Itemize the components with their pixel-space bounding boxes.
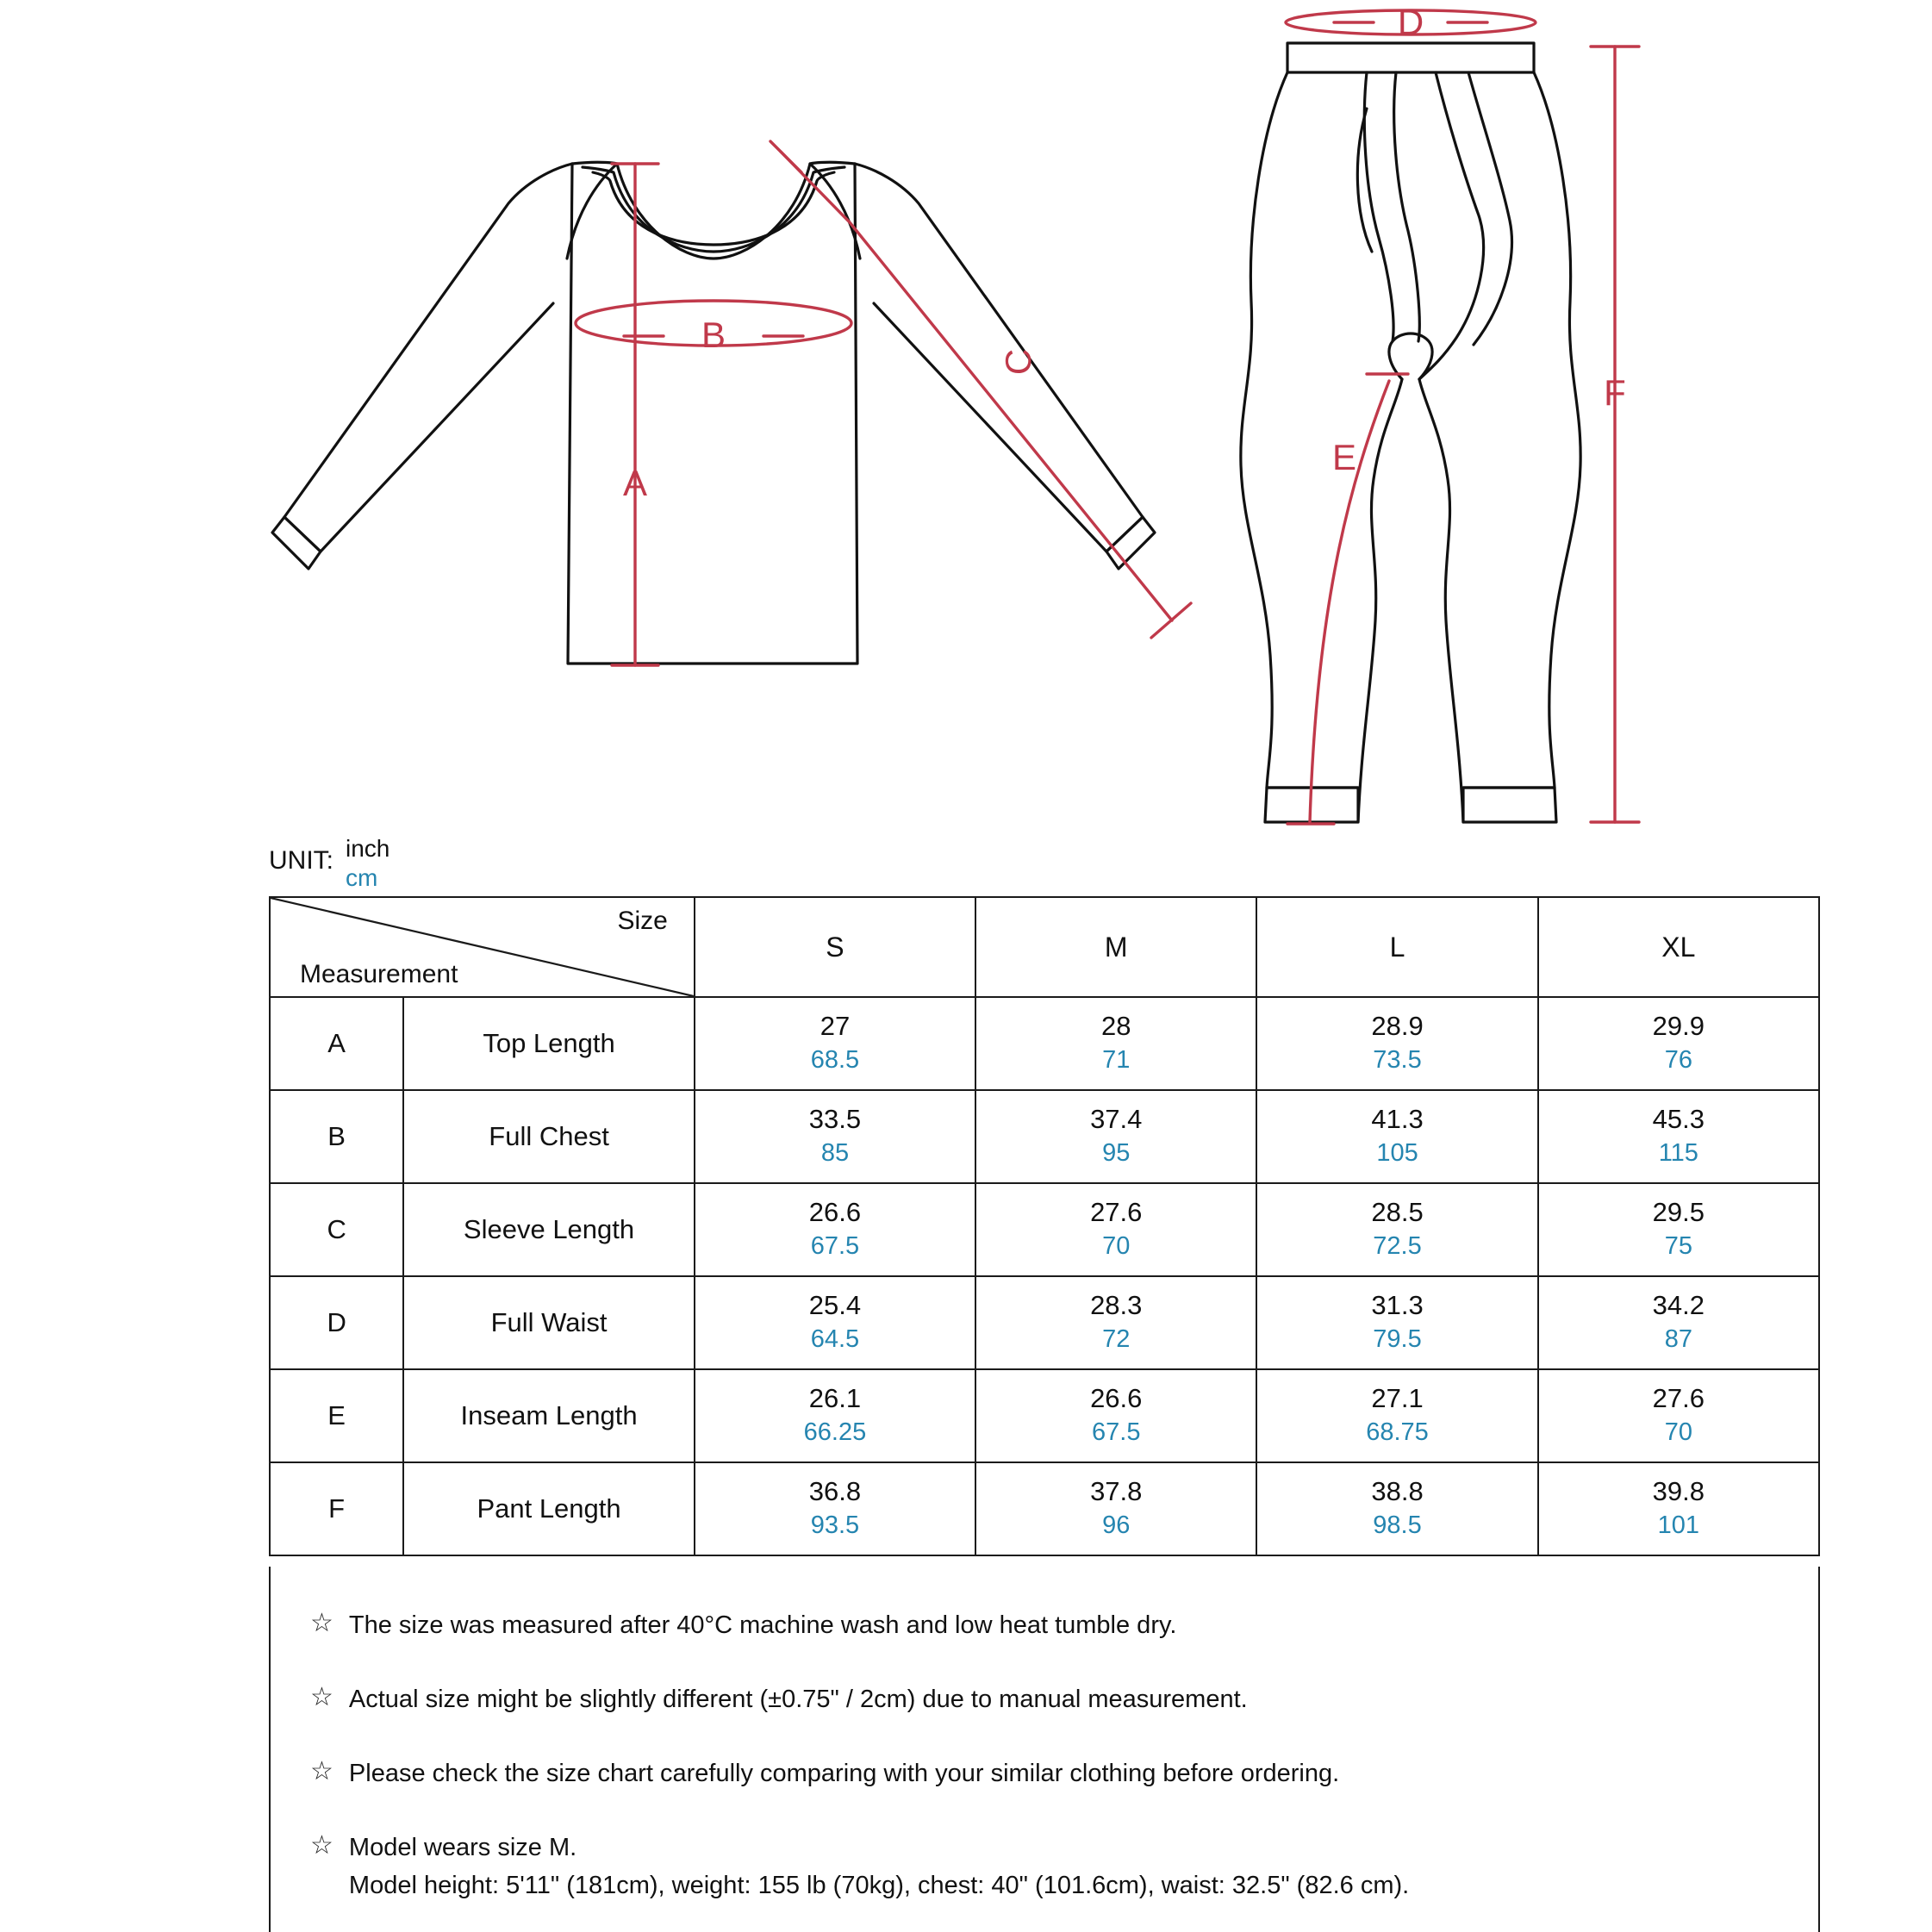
column-header-m: M bbox=[975, 897, 1256, 997]
cell-cm: 85 bbox=[820, 1139, 850, 1168]
cell-value bbox=[1256, 997, 1537, 1090]
label-a: A bbox=[622, 463, 648, 503]
cell-value bbox=[1256, 1090, 1537, 1183]
row-letter: E bbox=[270, 1369, 403, 1462]
cell-inch: 28.9 bbox=[1371, 1010, 1424, 1041]
pants-measure-lines bbox=[1286, 10, 1639, 824]
cell-value bbox=[975, 1183, 1256, 1276]
note-line: The size was measured after 40°C machine wash and low heat tumble dry. bbox=[348, 1611, 1177, 1639]
cell-inch: 37.4 bbox=[1090, 1103, 1143, 1134]
cell-value bbox=[1256, 1276, 1537, 1369]
row-letter: D bbox=[270, 1276, 403, 1369]
header-measurement-label: Measurement bbox=[300, 960, 458, 988]
cell-value bbox=[1256, 1369, 1537, 1462]
header-size-label: Size bbox=[617, 907, 668, 935]
notes-panel bbox=[269, 1567, 1820, 1932]
row-measurement-name: Inseam Length bbox=[403, 1369, 695, 1462]
cell-cm: 68.5 bbox=[810, 1046, 860, 1075]
cell-cm: 70 bbox=[1102, 1232, 1131, 1261]
cell-value bbox=[975, 1090, 1256, 1183]
note-line: Please check the size chart carefully comparing with your similar clothing before ordering. bbox=[348, 1760, 1340, 1787]
cell-value bbox=[695, 1183, 975, 1276]
row-measurement-name: Sleeve Length bbox=[403, 1183, 695, 1276]
label-d: D bbox=[1397, 2, 1424, 42]
cell-cm: 72.5 bbox=[1373, 1232, 1422, 1261]
cell-cm: 79.5 bbox=[1373, 1325, 1422, 1354]
cell-cm: 72 bbox=[1102, 1325, 1131, 1354]
table-row bbox=[270, 1090, 1819, 1183]
note-text bbox=[349, 1606, 1176, 1644]
cell-value bbox=[1256, 1183, 1537, 1276]
cell-inch: 28.3 bbox=[1090, 1289, 1143, 1320]
star-icon: ☆ bbox=[310, 1831, 333, 1860]
cell-inch: 41.3 bbox=[1371, 1103, 1424, 1134]
label-f: F bbox=[1604, 372, 1626, 413]
cell-value bbox=[1538, 997, 1819, 1090]
cell-cm: 64.5 bbox=[810, 1325, 860, 1354]
cell-inch: 45.3 bbox=[1652, 1103, 1705, 1134]
note-line: Model wears size M. bbox=[348, 1834, 577, 1861]
cell-inch: 27.6 bbox=[1090, 1196, 1143, 1227]
cell-inch: 26.6 bbox=[808, 1196, 862, 1227]
cell-value bbox=[1538, 1369, 1819, 1462]
unit-inch-label: inch bbox=[346, 835, 390, 862]
cell-value bbox=[695, 997, 975, 1090]
cell-cm: 68.75 bbox=[1366, 1418, 1429, 1447]
cell-cm: 71 bbox=[1102, 1046, 1131, 1075]
row-letter: A bbox=[270, 997, 403, 1090]
row-letter: C bbox=[270, 1183, 403, 1276]
cell-inch: 29.5 bbox=[1652, 1196, 1705, 1227]
cell-value bbox=[1256, 1462, 1537, 1555]
cell-inch: 37.8 bbox=[1090, 1475, 1143, 1506]
row-measurement-name: Full Chest bbox=[403, 1090, 695, 1183]
cell-inch: 26.6 bbox=[1090, 1382, 1143, 1413]
cell-inch: 33.5 bbox=[808, 1103, 862, 1134]
star-icon: ☆ bbox=[310, 1757, 333, 1786]
unit-value-stack bbox=[346, 834, 390, 893]
cell-cm: 101 bbox=[1657, 1511, 1700, 1540]
column-header-s: S bbox=[695, 897, 975, 997]
cell-value bbox=[975, 1276, 1256, 1369]
cell-inch: 28 bbox=[1100, 1010, 1131, 1041]
cell-value bbox=[975, 1462, 1256, 1555]
cell-cm: 95 bbox=[1102, 1139, 1131, 1168]
note-item bbox=[310, 1829, 1818, 1904]
garment-diagrams bbox=[0, 0, 1932, 827]
cell-inch: 38.8 bbox=[1371, 1475, 1424, 1506]
cell-cm: 76 bbox=[1664, 1046, 1692, 1075]
star-icon: ☆ bbox=[310, 1683, 333, 1711]
cell-inch: 27 bbox=[820, 1010, 851, 1041]
cell-value bbox=[695, 1462, 975, 1555]
cell-inch: 25.4 bbox=[808, 1289, 862, 1320]
size-chart-table bbox=[269, 896, 1820, 1556]
cell-inch: 39.8 bbox=[1652, 1475, 1705, 1506]
cell-inch: 26.1 bbox=[808, 1382, 862, 1413]
row-measurement-name: Pant Length bbox=[403, 1462, 695, 1555]
row-measurement-name: Top Length bbox=[403, 997, 695, 1090]
cell-cm: 75 bbox=[1664, 1232, 1692, 1261]
note-text bbox=[349, 1754, 1339, 1792]
unit-cm-label: cm bbox=[346, 864, 378, 891]
cell-value bbox=[695, 1369, 975, 1462]
cell-value bbox=[975, 1369, 1256, 1462]
note-text bbox=[349, 1829, 1409, 1904]
column-header-xl: XL bbox=[1538, 897, 1819, 997]
unit-label: UNIT: bbox=[269, 846, 333, 875]
top-garment-illustration bbox=[272, 162, 1155, 664]
label-e: E bbox=[1331, 437, 1357, 477]
table-row bbox=[270, 1462, 1819, 1555]
label-b: B bbox=[701, 315, 726, 355]
cell-inch: 31.3 bbox=[1371, 1289, 1424, 1320]
label-c: C bbox=[998, 348, 1038, 376]
cell-inch: 29.9 bbox=[1652, 1010, 1705, 1041]
note-item bbox=[310, 1754, 1818, 1792]
cell-cm: 105 bbox=[1376, 1139, 1418, 1168]
cell-value bbox=[975, 997, 1256, 1090]
unit-legend bbox=[269, 834, 390, 893]
cell-value bbox=[1538, 1183, 1819, 1276]
cell-inch: 36.8 bbox=[808, 1475, 862, 1506]
table-row bbox=[270, 1369, 1819, 1462]
cell-value bbox=[695, 1090, 975, 1183]
table-header-row bbox=[270, 897, 1819, 997]
header-corner-cell bbox=[270, 897, 695, 997]
row-letter: B bbox=[270, 1090, 403, 1183]
note-line: Model height: 5'11" (181cm), weight: 155 lb (70kg), chest: 40" (101.6cm), waist: 32.5" (82.6 cm). bbox=[348, 1872, 1410, 1899]
cell-inch: 27.1 bbox=[1371, 1382, 1424, 1413]
table-row bbox=[270, 1183, 1819, 1276]
note-text bbox=[349, 1680, 1248, 1718]
cell-value bbox=[695, 1276, 975, 1369]
row-letter: F bbox=[270, 1462, 403, 1555]
cell-cm: 66.25 bbox=[803, 1418, 867, 1447]
cell-inch: 28.5 bbox=[1371, 1196, 1424, 1227]
cell-cm: 96 bbox=[1102, 1511, 1131, 1540]
cell-cm: 115 bbox=[1658, 1139, 1698, 1168]
cell-cm: 70 bbox=[1664, 1418, 1692, 1447]
pants-garment-illustration bbox=[1241, 43, 1580, 822]
column-header-l: L bbox=[1256, 897, 1537, 997]
note-item bbox=[310, 1606, 1818, 1644]
cell-cm: 67.5 bbox=[810, 1232, 860, 1261]
cell-value bbox=[1538, 1276, 1819, 1369]
cell-inch: 34.2 bbox=[1652, 1289, 1705, 1320]
cell-cm: 93.5 bbox=[810, 1511, 860, 1540]
note-line: Actual size might be slightly different (±0.75" / 2cm) due to manual measurement. bbox=[348, 1686, 1248, 1713]
cell-cm: 98.5 bbox=[1373, 1511, 1422, 1540]
cell-cm: 73.5 bbox=[1373, 1046, 1422, 1075]
table-row bbox=[270, 1276, 1819, 1369]
top-measure-lines bbox=[576, 141, 1191, 665]
cell-cm: 67.5 bbox=[1092, 1418, 1141, 1447]
table-row bbox=[270, 997, 1819, 1090]
cell-cm: 87 bbox=[1664, 1325, 1692, 1354]
row-measurement-name: Full Waist bbox=[403, 1276, 695, 1369]
cell-value bbox=[1538, 1090, 1819, 1183]
star-icon: ☆ bbox=[310, 1609, 333, 1637]
cell-inch: 27.6 bbox=[1652, 1382, 1705, 1413]
top-measure-labels bbox=[623, 315, 1038, 503]
cell-value bbox=[1538, 1462, 1819, 1555]
note-item bbox=[310, 1680, 1818, 1718]
